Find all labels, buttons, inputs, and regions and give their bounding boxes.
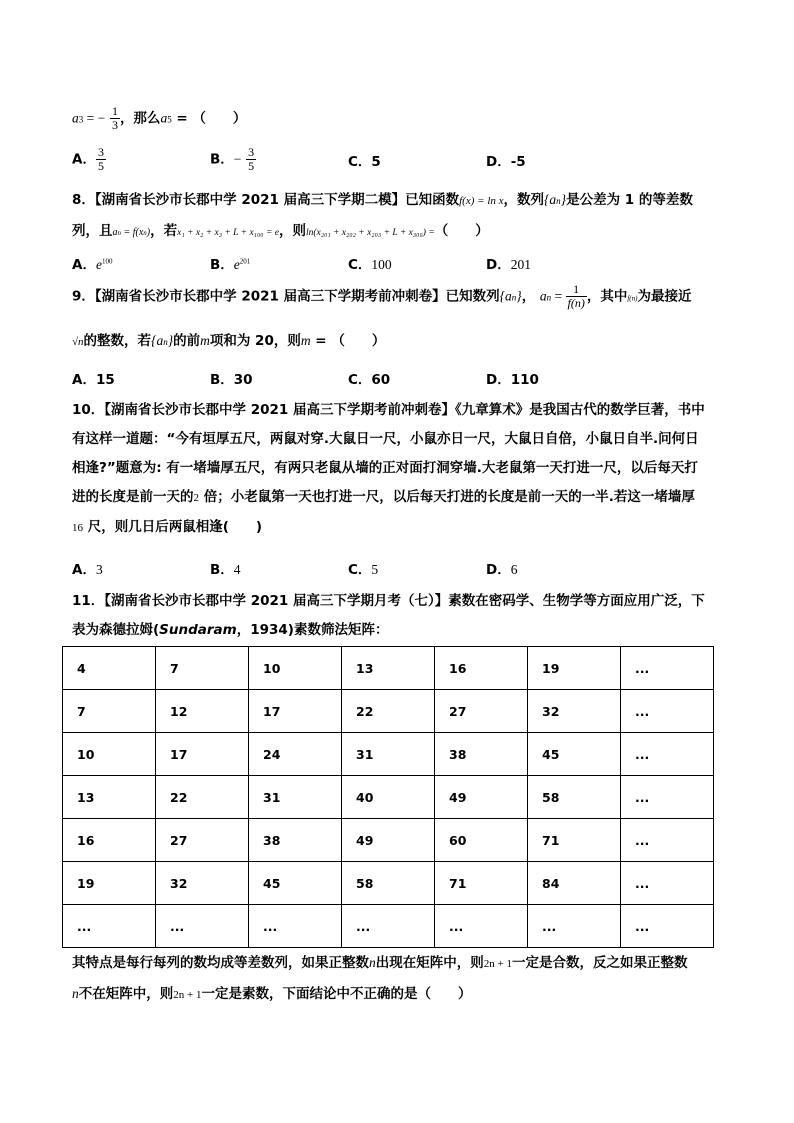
q10-line-5 <box>72 513 724 543</box>
table-cell: 16 <box>435 647 528 690</box>
q8-line-2 <box>72 219 489 239</box>
table-cell: 10 <box>63 733 156 776</box>
table-cell: ... <box>621 690 714 733</box>
table-cell: 45 <box>528 733 621 776</box>
q9-seq-close: } <box>516 288 522 304</box>
table-cell: 71 <box>435 862 528 905</box>
q7-var: a <box>72 110 79 126</box>
table-cell: 38 <box>249 819 342 862</box>
q8-opt-b-val: e <box>233 257 240 272</box>
q9-sep: ， <box>521 288 536 305</box>
q9-seq2-close: } <box>167 333 174 348</box>
q8-seq-close: } <box>560 192 567 207</box>
table-cell: ... <box>621 733 714 776</box>
q8-opt-d-label: D． <box>486 257 511 273</box>
q8-l2-tail: （ ） <box>434 223 489 239</box>
table-cell: 49 <box>435 776 528 819</box>
q7-eq: = − <box>83 110 106 126</box>
table-cell: 49 <box>342 819 435 862</box>
table-cell: 16 <box>63 819 156 862</box>
q9-frac-num: 1 <box>566 283 587 297</box>
q10-opt-a-label: A． <box>72 562 96 578</box>
q9-seq-sub: n <box>511 292 517 303</box>
q8-seq: {a <box>544 192 557 207</box>
q11-line-2 <box>72 616 724 645</box>
q9-option-a[interactable]: A．15 <box>72 372 115 388</box>
table-cell: 31 <box>249 776 342 819</box>
table-cell: 38 <box>435 733 528 776</box>
table-cell: 84 <box>528 862 621 905</box>
q10-opt-c-label: C． <box>348 562 372 578</box>
q8-prefix: 8．【湖南省长沙市长郡中学 2021 届高三下学期二模】已知函数 <box>72 192 460 208</box>
q9-m2: m <box>300 333 311 348</box>
q10-l4-a: 进的长度是前一天的 <box>72 489 194 505</box>
table-cell: ... <box>435 905 528 948</box>
q11-a2-a: 不在矩阵中，则 <box>78 986 174 1002</box>
q7-option-c[interactable]: C．5 <box>348 154 381 170</box>
q9-an-sub: n <box>546 292 552 303</box>
table-cell: 71 <box>528 819 621 862</box>
q8-tail: 是公差为 1 的等差数 <box>566 192 693 208</box>
q8-opt-a-sup: 100 <box>101 257 113 266</box>
q11-l2-b: ，1934)素数筛法矩阵： <box>236 622 389 638</box>
table-cell: 58 <box>342 862 435 905</box>
q11-a1-a: 其特点是每行每列的数均成等差数列，如果正整数 <box>72 955 369 971</box>
q8-option-d[interactable] <box>486 253 531 273</box>
table-cell: 19 <box>63 862 156 905</box>
table-cell: 32 <box>156 862 249 905</box>
q10-option-a[interactable] <box>72 558 103 578</box>
table-cell: ... <box>342 905 435 948</box>
table-cell: 4 <box>63 647 156 690</box>
q8-opt-a-val: e <box>95 257 102 272</box>
table-row <box>63 862 714 905</box>
q10-line-1: 10．【湖南省长沙市长郡中学 2021 届高三下学期考前冲刺卷】《九章算术》是我国古代的数学巨著，书中 <box>72 402 705 418</box>
q8-l2-then: ，则 <box>278 223 306 239</box>
q8-l2-mid: ，若 <box>150 223 178 239</box>
table-row <box>63 647 714 690</box>
q7-opt-a-label: A． <box>72 151 96 168</box>
table-cell: 24 <box>249 733 342 776</box>
q8-func: f(x) = ln x <box>459 195 504 207</box>
q8-fxn-close: ) <box>146 227 151 238</box>
q10-opt-c-val: 5 <box>371 562 379 577</box>
q9-l2-b: 的前 <box>173 333 201 349</box>
table-cell: 17 <box>249 690 342 733</box>
q9-line-2 <box>72 329 385 349</box>
q8-sum2: ln(x₂₀₁ + x₂₀₂ + x₂₀₃ + L + x₃₀₀) = <box>305 228 435 238</box>
q9-seq2: {a <box>151 333 164 348</box>
q9-sqrt: √n <box>72 336 84 348</box>
q10-opt-b-val: 4 <box>233 562 241 577</box>
table-cell: 40 <box>342 776 435 819</box>
q10-l5-num: 16 <box>72 522 83 534</box>
q10-line-2: 有这样一道题：“今有垣厚五尺，两鼠对穿.大鼠日一尺，小鼠亦日一尺，大鼠日自倍，小鼠日自半.问何日 <box>72 431 699 447</box>
table-cell: ... <box>621 862 714 905</box>
q10-option-b[interactable] <box>210 558 241 578</box>
q10-option-d[interactable] <box>486 558 517 578</box>
q7-opt-b-label: B． <box>210 151 234 168</box>
q7-opt-a-den: 5 <box>97 159 104 173</box>
q7-frac-den: 3 <box>111 118 118 132</box>
table-cell: 19 <box>528 647 621 690</box>
q8-opt-d-val: 201 <box>510 257 531 272</box>
q7-opt-b-frac <box>246 146 256 173</box>
q9-prefix: 9．【湖南省长沙市长郡中学 2021 届高三下学期考前冲刺卷】已知数列 <box>72 288 500 305</box>
table-cell: ... <box>621 819 714 862</box>
q8-opt-b-label: B． <box>210 257 234 273</box>
q11-a1-b: 出现在矩阵中，则 <box>375 955 484 971</box>
q7-option-a[interactable] <box>72 146 106 173</box>
q9-fn: f(n) <box>627 294 638 303</box>
q9-tail: 为最接近 <box>637 288 692 305</box>
q8-option-b[interactable] <box>210 253 250 273</box>
q8-l2-prefix: 列，且 <box>72 223 113 239</box>
q7-var2: a <box>160 110 168 126</box>
q8-opt-c-val: 100 <box>371 257 392 272</box>
table-cell: 13 <box>63 776 156 819</box>
q11-after-line-2 <box>72 979 724 1010</box>
q11-a2-b: 一定是素数，下面结论中不正确的是（ ） <box>201 986 472 1002</box>
sundaram-matrix <box>62 646 714 948</box>
q9-l2-d: = （ ） <box>310 333 386 349</box>
q10-option-c[interactable] <box>348 558 378 578</box>
table-cell: 27 <box>435 690 528 733</box>
q11-l2-a: 表为森德拉姆( <box>72 622 160 638</box>
table-cell: ... <box>249 905 342 948</box>
q7-sub: 3 <box>78 114 84 125</box>
q9-option-d[interactable]: D．110 <box>486 372 539 388</box>
q9-fraction <box>566 283 587 310</box>
q9-option-b[interactable]: B．30 <box>210 372 253 388</box>
q10-l4-num: 2 <box>193 492 199 504</box>
q10-opt-d-val: 6 <box>510 562 518 577</box>
table-row <box>63 905 714 948</box>
table-cell: 58 <box>528 776 621 819</box>
q11-a2-expr: 2n + 1 <box>173 989 202 1001</box>
q8-opt-a-label: A． <box>72 257 96 273</box>
q11-stem <box>72 587 724 645</box>
q8-line-1 <box>72 188 693 208</box>
table-cell: 32 <box>528 690 621 733</box>
table-cell: ... <box>63 905 156 948</box>
q8-option-a[interactable] <box>72 253 112 273</box>
q7-tail: = （ ） <box>171 110 247 127</box>
q9-frac-den: f(n) <box>567 296 585 310</box>
q11-a2-n: n <box>72 986 79 1001</box>
table-row <box>63 733 714 776</box>
q9-an-eq: = <box>551 288 566 304</box>
table-cell: 60 <box>435 819 528 862</box>
q10-l5-b: 尺，则几日后两鼠相逢( ) <box>83 519 263 535</box>
q7-fraction <box>110 105 120 132</box>
q8-an-sub: n <box>117 229 121 237</box>
q9-mid: ，其中 <box>586 288 628 305</box>
q9-m1: m <box>200 333 210 348</box>
q11-after <box>72 948 724 1010</box>
q8-seq-sub: n <box>556 196 561 206</box>
q8-opt-c-label: C． <box>348 257 372 273</box>
q9-seq2-sub: n <box>163 337 168 347</box>
q10-stem <box>72 396 724 543</box>
q7-opt-b-num: 3 <box>248 145 255 159</box>
q10-opt-b-label: B． <box>210 562 234 578</box>
table-cell: 13 <box>342 647 435 690</box>
q10-opt-a-val: 3 <box>95 562 103 577</box>
q10-l4-b: 倍；小老鼠第一天也打进一尺，以后每天打进的长度是前一天的一半.若这一堵墙厚 <box>199 489 695 505</box>
table-cell: 45 <box>249 862 342 905</box>
q10-line-4 <box>72 483 724 513</box>
table-row <box>63 776 714 819</box>
table-cell: 27 <box>156 819 249 862</box>
q10-opt-d-label: D． <box>486 562 511 578</box>
q7-stem <box>72 105 246 132</box>
table-cell: ... <box>156 905 249 948</box>
q7-frac-num: 1 <box>111 104 118 118</box>
q7-opt-b-sign: − <box>233 151 242 167</box>
q9-l2-c: 项和为 20，则 <box>209 333 301 349</box>
q7-option-d[interactable]: D．-5 <box>486 154 526 170</box>
table-cell: ... <box>621 905 714 948</box>
q11-line-1: 11．【湖南省长沙市长郡中学 2021 届高三下学期月考（七）】素数在密码学、生物学等方面应用广泛，下 <box>72 593 705 609</box>
table-row <box>63 819 714 862</box>
q10-line-3: 相逢?”题意为: 有一堵墙厚五尺，有两只老鼠从墙的正对面打洞穿墙.大老鼠第一天打进一尺，以后每天打 <box>72 460 698 476</box>
table-cell: 10 <box>249 647 342 690</box>
table-cell: 22 <box>342 690 435 733</box>
q8-an: a <box>112 227 118 238</box>
q9-an: a <box>539 288 547 304</box>
q7-var2-sub: 5 <box>167 114 172 125</box>
table-cell: ... <box>621 647 714 690</box>
table-cell: ... <box>621 776 714 819</box>
q8-sum1: x₁ + x₂ + x₃ + L + x₁₀₀ = e <box>177 228 279 238</box>
q9-option-c[interactable]: C．60 <box>348 372 391 388</box>
q11-sundaram: Sundaram <box>159 622 237 638</box>
table-cell: 22 <box>156 776 249 819</box>
table-cell: ... <box>528 905 621 948</box>
table-cell: 12 <box>156 690 249 733</box>
q9-l2-a: 的整数，若 <box>83 333 152 349</box>
q8-opt-b-sup: 201 <box>239 257 251 266</box>
table-cell: 7 <box>156 647 249 690</box>
q11-after-line-1 <box>72 948 724 979</box>
q7-mid: ，那么 <box>119 110 161 127</box>
q9-line-1 <box>72 283 691 310</box>
q8-fxn-sub: n <box>143 229 147 237</box>
q8-fxn: = f(x <box>121 227 144 238</box>
table-cell: 7 <box>63 690 156 733</box>
q7-opt-b-den: 5 <box>248 159 255 173</box>
table-cell: 31 <box>342 733 435 776</box>
q7-opt-a-num: 3 <box>97 145 104 159</box>
table-cell: 17 <box>156 733 249 776</box>
table-row <box>63 690 714 733</box>
q11-a1-n: n <box>369 955 376 970</box>
q8-option-c[interactable] <box>348 253 392 273</box>
q7-opt-a-frac <box>96 146 106 173</box>
q8-mid: ，数列 <box>503 192 545 208</box>
q11-a1-c: 一定是合数，反之如果正整数 <box>511 955 688 971</box>
q9-seq: {a <box>499 288 512 304</box>
q7-option-b[interactable] <box>210 146 256 173</box>
q11-a1-expr: 2n + 1 <box>483 958 512 970</box>
